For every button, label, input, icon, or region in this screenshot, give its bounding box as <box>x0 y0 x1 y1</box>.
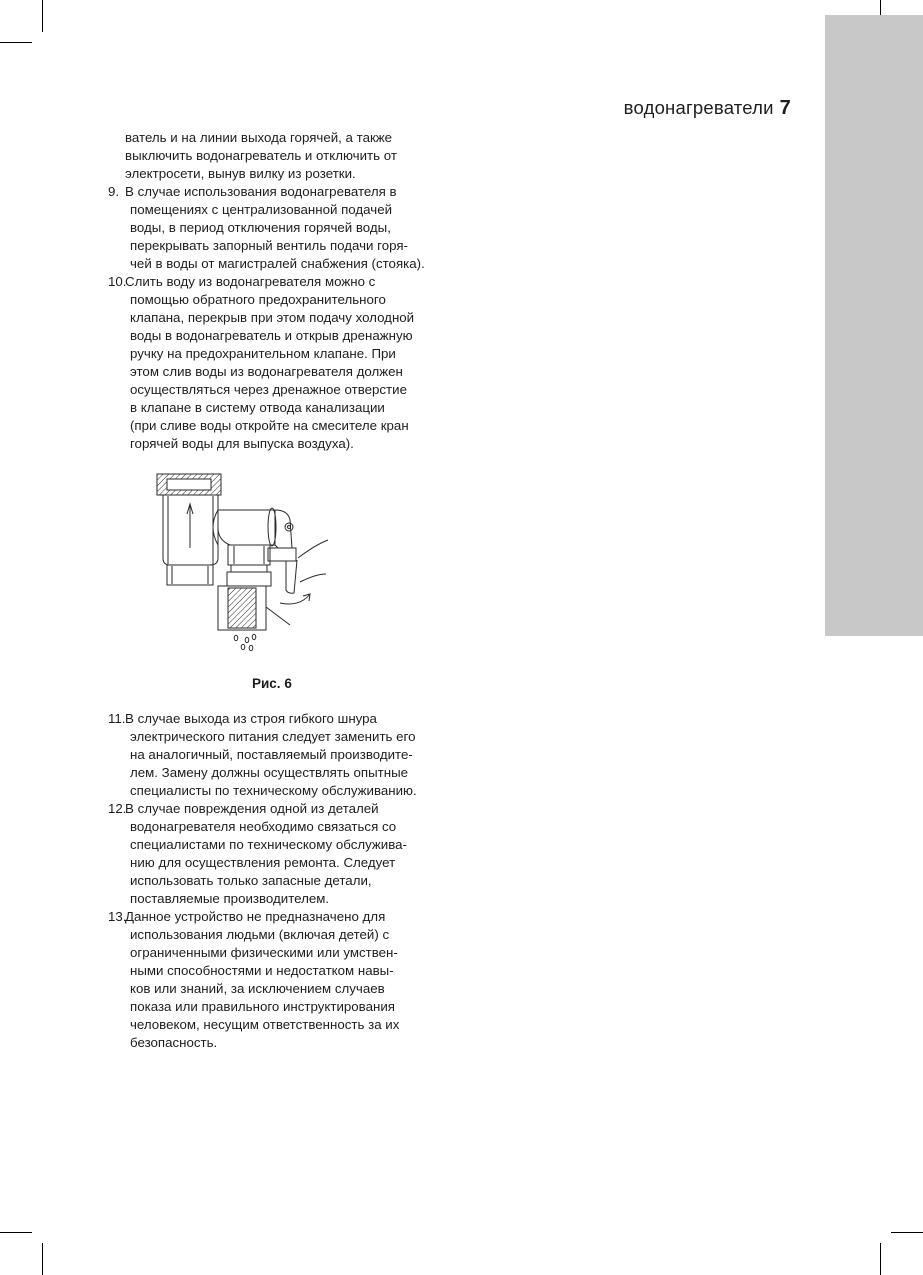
text-line: человеком, несущим ответственность за их <box>130 1017 400 1032</box>
text-line: лем. Замену должны осуществлять опытные <box>130 765 409 780</box>
text-line: этом слив воды из водонагревателя должен <box>130 364 403 379</box>
text-line: помещениях с централизованной подачей <box>130 202 393 217</box>
continuation-paragraph <box>108 129 444 183</box>
list-item-11 <box>108 710 444 800</box>
text-line: безопасность. <box>130 1035 218 1050</box>
text-line: ными способностями и недостатком навы- <box>130 963 394 978</box>
text-line: электросети, вынув вилку из розетки. <box>125 166 356 181</box>
text-line: В случае использования водонагревателя в <box>125 184 397 199</box>
item-number: 12. <box>108 801 127 816</box>
section-title: водонагреватели <box>623 97 774 118</box>
crop-mark <box>0 1232 32 1233</box>
page-number: 7 <box>779 97 791 119</box>
item-number: 11. <box>108 711 126 726</box>
text-line: (при сливе воды откройте на смесителе кран <box>130 418 409 433</box>
page-header <box>624 97 791 120</box>
text-line: в клапане в систему отвода канализации <box>130 400 385 415</box>
text-bottom <box>108 710 444 1052</box>
crop-mark <box>42 1243 43 1275</box>
text-line: ватель и на линии выхода горячей, а также <box>125 130 393 145</box>
text-line: специалисты по техническому обслуживанию. <box>130 783 417 798</box>
text-line: поставляемые производителем. <box>130 891 330 906</box>
text-line: электрического питания следует заменить его <box>130 729 416 744</box>
text-line: Данное устройство не предназначено для <box>125 909 386 924</box>
text-line: выключить водонагреватель и отключить от <box>125 148 397 163</box>
text-line: чей в воды от магистралей снабжения (стояка). <box>130 256 425 271</box>
text-line: осуществляться через дренажное отверстие <box>130 382 407 397</box>
text-line: В случае повреждения одной из деталей <box>125 801 379 816</box>
valve-diagram <box>150 470 340 655</box>
text-line: водонагревателя необходимо связаться со <box>130 819 397 834</box>
text-line: показа или правильного инструктирования <box>130 999 395 1014</box>
list-item-12 <box>108 800 444 908</box>
text-line: ограниченными физическими или умствен- <box>130 945 398 960</box>
list-item-9 <box>108 183 444 273</box>
crop-mark <box>891 1232 923 1233</box>
list-item-13 <box>108 908 444 1052</box>
text-line: нию для осуществления ремонта. Следует <box>130 855 396 870</box>
text-line: ков или знаний, за исключением случаев <box>130 981 385 996</box>
list-item-10 <box>108 273 444 453</box>
text-line: Слить воду из водонагревателя можно с <box>125 274 376 289</box>
text-line: использования людьми (включая детей) с <box>130 927 390 942</box>
item-number: 10. <box>108 274 127 289</box>
text-line: горячей воды для выпуска воздуха). <box>130 436 354 451</box>
text-line: клапана, перекрыв при этом подачу холодной <box>130 310 415 325</box>
text-line: использовать только запасные детали, <box>130 873 372 888</box>
text-top <box>108 129 444 453</box>
side-tab <box>825 15 923 636</box>
crop-mark <box>880 1243 881 1275</box>
crop-mark <box>0 42 32 43</box>
item-number: 9. <box>108 184 120 199</box>
text-line: специалистами по техническому обслужива- <box>130 837 407 852</box>
crop-mark <box>42 0 43 32</box>
figure-caption: Рис. 6 <box>252 676 292 691</box>
text-line: перекрывать запорный вентиль подачи горя- <box>130 238 408 253</box>
item-number: 13. <box>108 909 127 924</box>
text-line: воды, в период отключения горячей воды, <box>130 220 391 235</box>
text-line: ручку на предохранительном клапане. При <box>130 346 396 361</box>
text-line: на аналогичный, поставляемый производите- <box>130 747 413 762</box>
text-line: воды в водонагреватель и открыв дренажную <box>130 328 413 343</box>
text-line: В случае выхода из строя гибкого шнура <box>125 711 377 726</box>
text-line: помощью обратного предохранительного <box>130 292 386 307</box>
